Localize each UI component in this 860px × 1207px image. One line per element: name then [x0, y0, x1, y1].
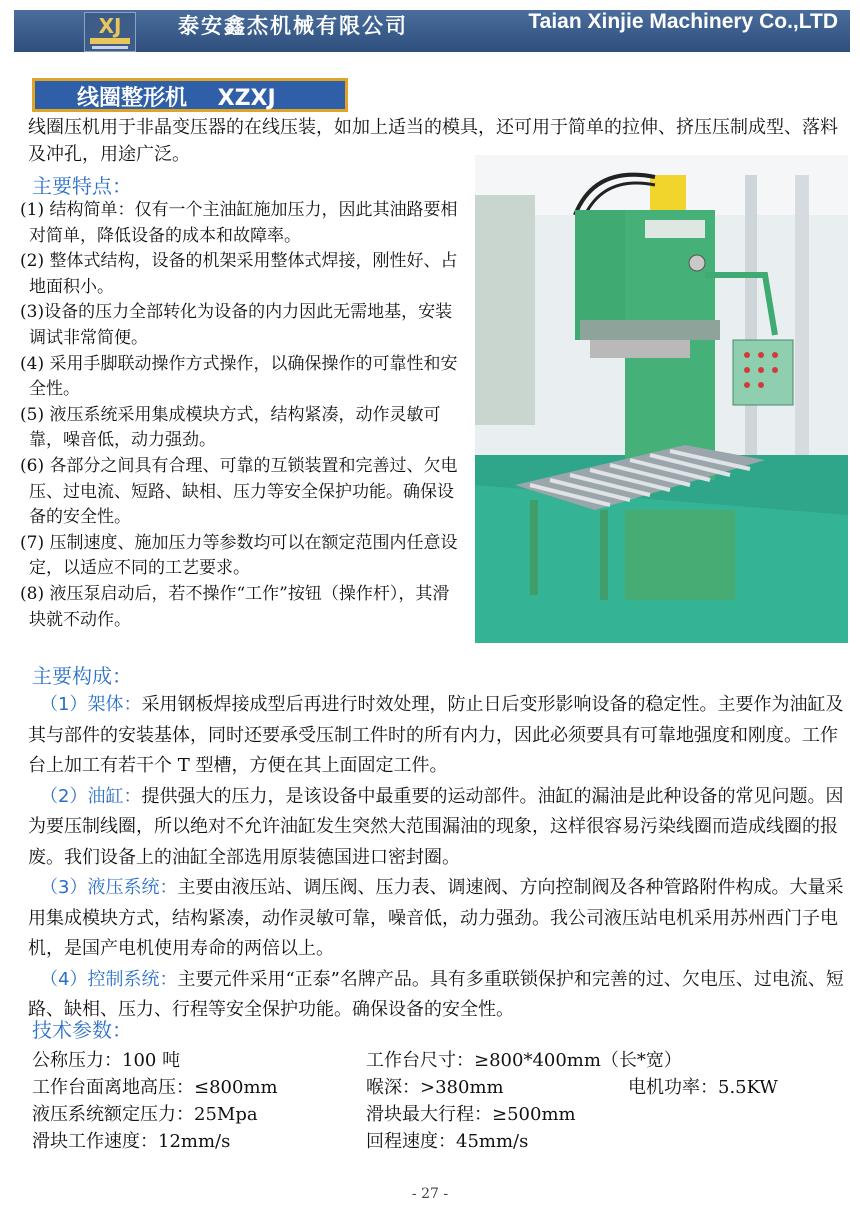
param-table-height: 工作台面离地高压：≤800mm	[32, 1077, 278, 1098]
product-title-box	[32, 78, 348, 112]
structure-item	[28, 782, 850, 874]
page-header	[14, 10, 850, 52]
feature-item: (8) 液压泵启动后，若不操作“工作”按钮（操作杆），其滑块就不动作。	[20, 583, 450, 630]
company-logo	[84, 12, 136, 52]
param-rated-pressure: 液压系统额定压力：25Mpa	[32, 1104, 258, 1125]
structure-item-text: 采用钢板焊接成型后再进行时效处理，防止日后变形影响设备的稳定性。主要作为油缸及其与部件的安装基体，同时还要承受压制工件时的所有内力，因此必须要具有可靠地强度和刚度。工作台上加工有若干个 T 型槽，方便在其上面固定工件。	[28, 694, 844, 776]
param-table-size: 工作台尺寸：≥800*400mm（长*宽）	[366, 1050, 682, 1071]
structure-item	[28, 690, 850, 782]
feature-item: (6) 各部分之间具有合理、可靠的互锁装置和完善过、欠电压、过电流、短路、缺相、压力等安全保护功能。确保设备的安全性。	[20, 455, 458, 528]
feature-item: (2) 整体式结构，设备的机架采用整体式焊接，刚性好、占地面积小。	[20, 251, 458, 297]
features-list	[20, 198, 466, 633]
structure-item	[28, 965, 850, 1026]
param-return-speed: 回程速度：45mm/s	[366, 1131, 529, 1152]
intro-paragraph: 线圈压机用于非晶变压器的在线压装，如加上适当的模具，还可用于简单的拉伸、挤压压制成型、落料及冲孔，用途广泛。	[28, 117, 838, 165]
structure-item-label: （4）控制系统：	[40, 968, 178, 990]
feature-item: (5) 液压系统采用集成模块方式，结构紧凑，动作灵敏可靠，噪音低，动力强劲。	[20, 404, 441, 451]
feature-item: (3)设备的压力全部转化为设备的内力因此无需地基，安装调试非常简便。	[20, 302, 453, 348]
structure-item-label: （2）油缸：	[40, 785, 142, 807]
product-title: 线圈整形机 XZXJ	[77, 86, 276, 111]
machine-photo	[475, 155, 848, 643]
page-number: - 27 -	[411, 1186, 449, 1202]
structure-item-text: 主要元件采用“正泰”名牌产品。具有多重联锁保护和完善的过、欠电压、过电流、短路、缺相、压力、行程等安全保护功能。确保设备的安全性。	[28, 968, 844, 1020]
machine-illustration	[475, 155, 848, 643]
structure-item	[28, 873, 850, 965]
feature-item: (4) 采用手脚联动操作方式操作，以确保操作的可靠性和安全性。	[20, 353, 458, 400]
company-name-cn: 泰安鑫杰机械有限公司	[178, 14, 408, 38]
param-nominal-pressure: 公称压力：100 吨	[32, 1050, 181, 1071]
structure-heading: 主要构成：	[32, 664, 132, 688]
structure-item-label: （3）液压系统：	[40, 877, 178, 898]
features-heading: 主要特点：	[32, 174, 132, 198]
param-max-stroke: 滑块最大行程：≥500mm	[366, 1104, 576, 1125]
company-name-en: Taian Xinjie Machinery Co.,LTD	[528, 10, 838, 33]
structure-item-text: 提供强大的压力，是该设备中最重要的运动部件。油缸的漏油是此种设备的常见问题。因为要压制线圈，所以绝对不允许油缸发生突然大范围漏油的现象，这样很容易污染线圈而造成线圈的报废。我们设备上的油缸全部选用原装德国进口密封圈。	[28, 785, 844, 868]
logo-mark: XJ	[98, 13, 122, 38]
param-motor-power: 电机功率：5.5KW	[628, 1077, 778, 1098]
feature-item: (7) 压制速度、施加压力等参数均可以在额定范围内任意设定，以适应不同的工艺要求。	[20, 532, 458, 579]
feature-item: (1) 结构简单：仅有一个主油缸施加压力，因此其油路要相对简单，降低设备的成本和故障率。	[20, 200, 458, 246]
structure-item-text: 主要由液压站、调压阀、压力表、调速阀、方向控制阀及各种管路附件构成。大量采用集成模块方式，结构紧凑，动作灵敏可靠，噪音低，动力强劲。我公司液压站电机采用苏州西门子电机，是国产电机使用寿命的两倍以上。	[28, 877, 844, 959]
structure-item-label: （1）架体：	[40, 694, 142, 715]
structure-list	[28, 690, 850, 1026]
param-working-speed: 滑块工作速度：12mm/s	[32, 1131, 231, 1152]
params-heading: 技术参数：	[32, 1018, 132, 1042]
param-throat-depth: 喉深：>380mm	[366, 1077, 504, 1098]
